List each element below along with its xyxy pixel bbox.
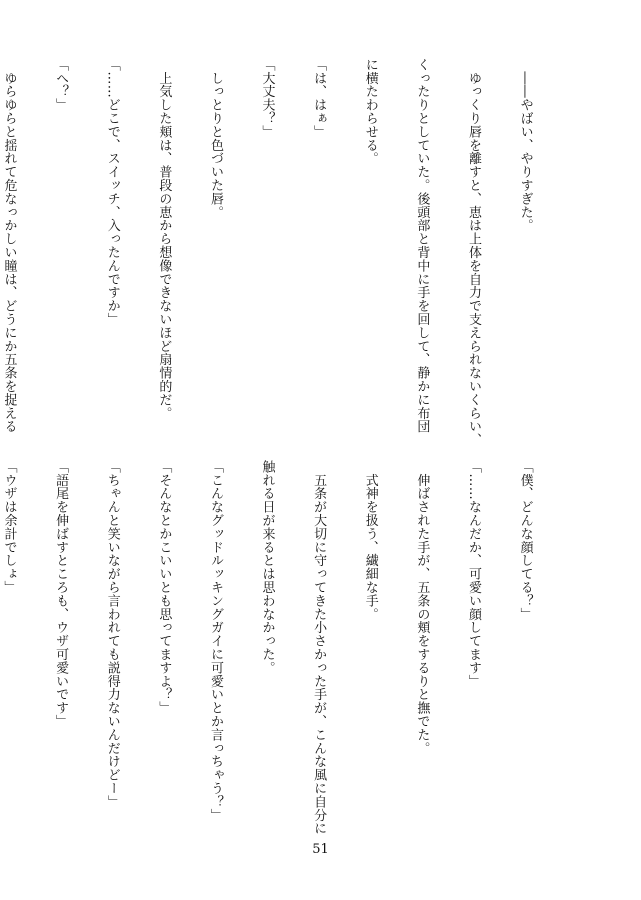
text-line: しっとりと色づいた唇。 <box>207 58 223 219</box>
text-line: 「は、はぁ」 <box>311 58 327 139</box>
text-line: 「大丈夫？」 <box>259 58 275 139</box>
text-line: 「こんなグッドルッキングガイに可愛いとか言っちゃう？」 <box>207 460 223 822</box>
text-line: 五条が大切に守ってきた小さかった手が、こんな風に自分に <box>311 460 327 836</box>
text-line: ゆらゆらと揺れて危なっかしい瞳は、どうにか五条を捉える <box>1 58 17 434</box>
text-line: 式神を扱う、繊細な手。 <box>362 460 378 621</box>
text-line: 「語尾を伸ばすところも、ウザ可愛いです」 <box>53 460 69 728</box>
text-block-lower <box>1 460 568 836</box>
text-line: ――やばい、やりすぎた。 <box>517 58 533 233</box>
text-block-upper <box>1 58 568 447</box>
text-line: ゆっくり唇を離すと、恵は上体を自力で支えられないくらい、 <box>465 58 481 447</box>
page-number: 51 <box>312 842 329 857</box>
text-line: 「ウザは余計でしょ」 <box>1 460 17 594</box>
text-line: 「……どこで、スイッチ、入ったんですか」 <box>104 58 120 326</box>
text-line: 「そんなとかこいいとも思ってますよ？」 <box>156 460 172 715</box>
text-line: 「ちゃんと笑いながら言われても説得力ないんだけどー」 <box>104 460 120 809</box>
text-line: 上気した頬は、普段の恵から想像できないほど扇情的だ。 <box>156 58 172 420</box>
text-line: 伸ばされた手が、五条の頬をするりと撫でた。 <box>414 460 430 755</box>
text-line: 「僕、どんな顔してる？」 <box>517 460 533 621</box>
text-line: くったりとしていた。後頭部と背中に手を回して、静かに布団 <box>414 58 430 434</box>
text-line: 触れる日が来るとは思わなかった。 <box>259 460 275 675</box>
text-line: に横たわらせる。 <box>362 58 378 166</box>
text-line: 「へ？」 <box>53 58 69 112</box>
text-line: 「……なんだか、可愛い顔してます」 <box>465 460 481 688</box>
